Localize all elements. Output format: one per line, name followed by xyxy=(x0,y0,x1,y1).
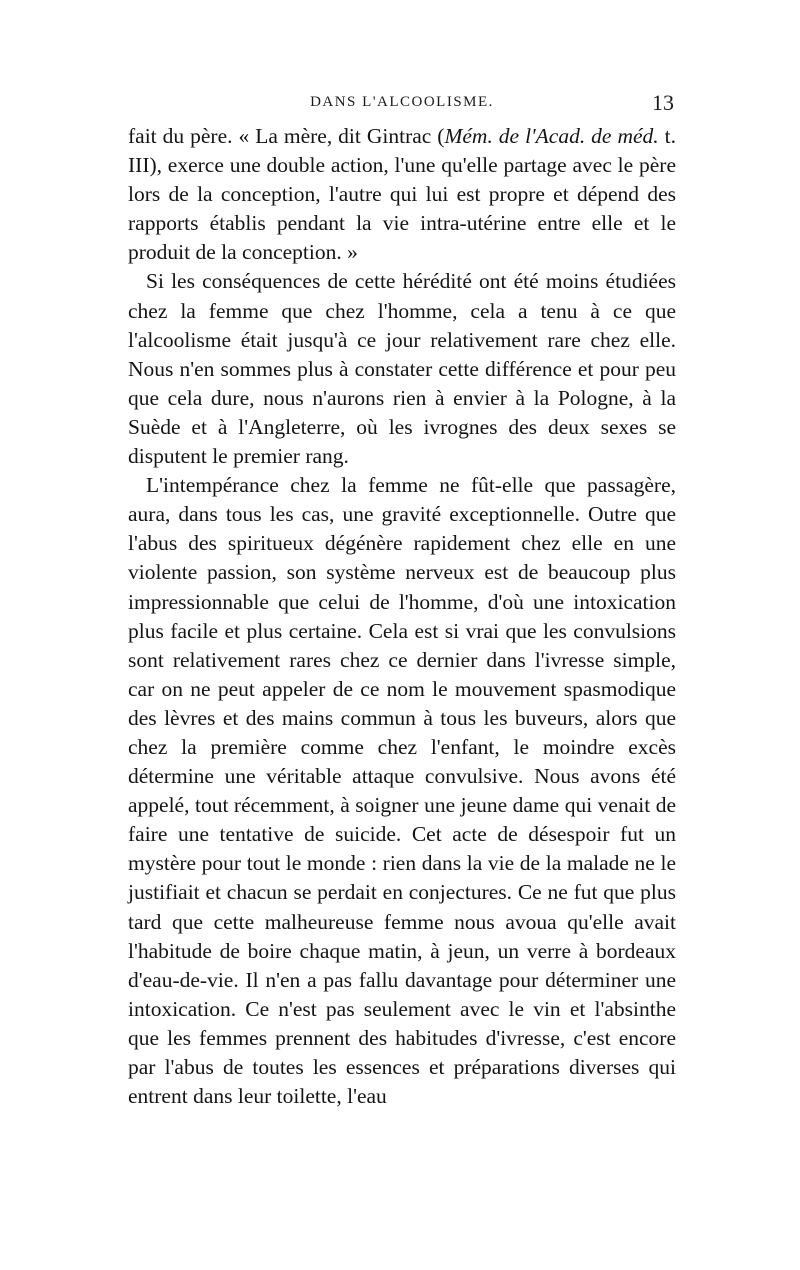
paragraph-1-text-start: fait du père. « La mère, dit Gintrac ( xyxy=(128,124,445,148)
running-title: DANS L'ALCOOLISME. xyxy=(310,94,494,110)
body-text xyxy=(128,122,676,1111)
paragraph-2: Si les conséquences de cette hérédité ont été moins étudiées chez la femme que chez l'homme, cela a tenu à ce que l'alcoolisme était jusqu'à ce jour relativement rare chez elle. Nous n'en sommes plus à constater cette différence et pour peu que cela dure, nous n'aurons rien à envier à la Pologne, à la Suède et à l'Angleterre, où les ivrognes des deux sexes se disputent le premier rang. xyxy=(128,269,676,469)
paragraph-1-text-end: t. III), exerce une double action, l'une qu'elle partage avec le père lors de la conception, l'autre qui lui est propre et dépend des rapports établis pendant la vie intra-utérine entre elle et le produit de la conception. » xyxy=(128,124,676,265)
page-number: 13 xyxy=(652,90,674,115)
citation-italic: Mém. de l'Acad. de méd. xyxy=(444,124,659,148)
paragraph-3: L'intempérance chez la femme ne fût-elle que passagère, aura, dans tous les cas, une gravité exceptionnelle. Outre que l'abus des spiritueux dégénère rapidement chez elle en une violente passion, son système nerveux est de beaucoup plus impressionnable que celui de l'homme, d'où une intoxication plus facile et plus certaine. Cela est si vrai que les convulsions sont relativement rares chez ce dernier dans l'ivresse simple, car on ne peut appeler de ce nom le mouvement spasmodique des lèvres et des mains commun à tous les buveurs, alors que chez la première comme chez l'enfant, le moindre excès détermine une véritable attaque convulsive. Nous avons été appelé, tout récemment, à soigner une jeune dame qui venait de faire une tentative de suicide. Cet acte de désespoir fut un mystère pour tout le monde : rien dans la vie de la malade ne le justifiait et chacun se perdait en conjectures. Ce ne fut que plus tard que cette malheureuse femme nous avoua qu'elle avait l'habitude de boire chaque matin, à jeun, un verre à bordeaux d'eau-de-vie. Il n'en a pas fallu davantage pour déterminer une intoxication. Ce n'est pas seulement avec le vin et l'absinthe que les femmes prennent des habitudes d'ivresse, c'est encore par l'abus de toutes les essences et préparations diverses qui entrent dans leur toilette, l'eau xyxy=(128,473,676,1109)
running-head xyxy=(128,90,676,118)
paragraph-1 xyxy=(128,122,676,267)
